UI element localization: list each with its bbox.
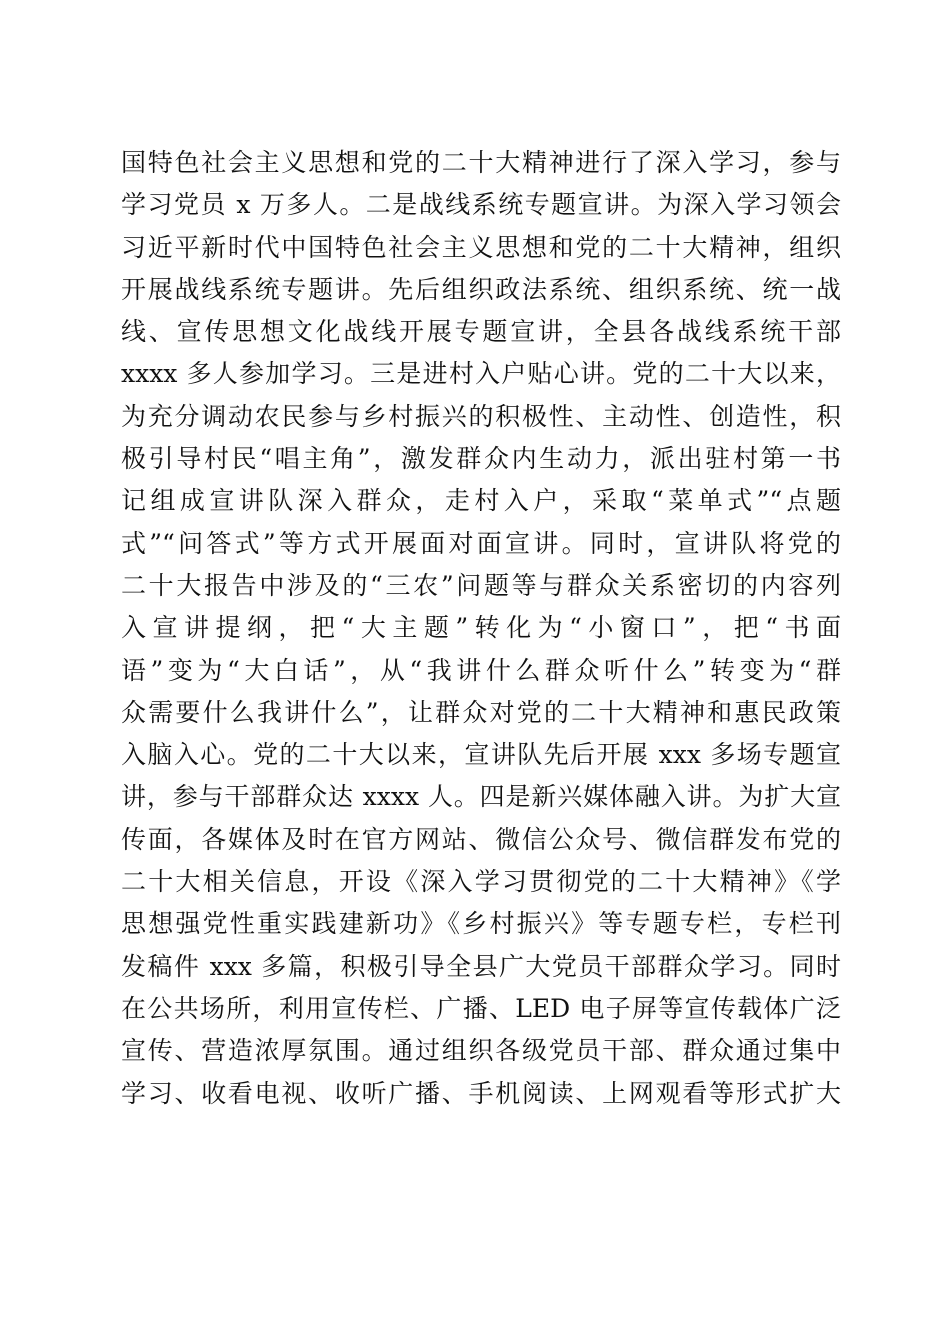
text-line: 二十大相关信息，开设《深入学习贯彻党的二十大精神》《学 <box>121 867 841 897</box>
text-line: 宣传、营造浓厚氛围。通过组织各级党员干部、群众通过集中 <box>121 1036 841 1066</box>
text-line: 传面，各媒体及时在官方网站、微信公众号、微信群发布党的 <box>121 824 841 854</box>
text-line: 学习党员 x 万多人。二是战线系统专题宣讲。为深入学习领会 <box>121 190 841 220</box>
text-line: 二十大报告中涉及的“三农”问题等与群众关系密切的内容列 <box>121 570 841 600</box>
text-line: 开展战线系统专题讲。先后组织政法系统、组织系统、统一战 <box>121 274 841 304</box>
text-line: 极引导村民“唱主角”，激发群众内生动力，派出驻村第一书 <box>121 444 841 474</box>
text-line: 入宣讲提纲，把“大主题”转化为“小窗口”，把“书面 <box>121 613 841 643</box>
body-text <box>121 142 841 1115</box>
text-line: 入脑入心。党的二十大以来，宣讲队先后开展 xxx 多场专题宣 <box>121 740 841 770</box>
text-line: 学习、收看电视、收听广播、手机阅读、上网观看等形式扩大 <box>121 1078 841 1108</box>
text-line: 习近平新时代中国特色社会主义思想和党的二十大精神，组织 <box>121 232 841 262</box>
text-line: 思想强党性重实践建新功》《乡村振兴》等专题专栏，专栏刊 <box>121 909 841 939</box>
text-line: 讲，参与干部群众达 xxxx 人。四是新兴媒体融入讲。为扩大宣 <box>121 782 841 812</box>
text-line: 发稿件 xxx 多篇，积极引导全县广大党员干部群众学习。同时 <box>121 951 841 981</box>
text-line: 式”“问答式”等方式开展面对面宣讲。同时，宣讲队将党的 <box>121 528 841 558</box>
text-line: 记组成宣讲队深入群众，走村入户，采取“菜单式”“点题 <box>121 486 841 516</box>
text-line: 众需要什么我讲什么”，让群众对党的二十大精神和惠民政策 <box>121 697 841 727</box>
text-line: xxxx 多人参加学习。三是进村入户贴心讲。党的二十大以来， <box>121 359 841 389</box>
text-line: 在公共场所，利用宣传栏、广播、LED 电子屏等宣传载体广泛 <box>121 993 841 1023</box>
text-line: 为充分调动农民参与乡村振兴的积极性、主动性、创造性，积 <box>121 401 841 431</box>
text-line: 语”变为“大白话”，从“我讲什么群众听什么”转变为“群 <box>121 655 841 685</box>
text-line: 国特色社会主义思想和党的二十大精神进行了深入学习，参与 <box>121 148 841 177</box>
text-line: 线、宣传思想文化战线开展专题宣讲，全县各战线系统干部 <box>121 317 841 347</box>
